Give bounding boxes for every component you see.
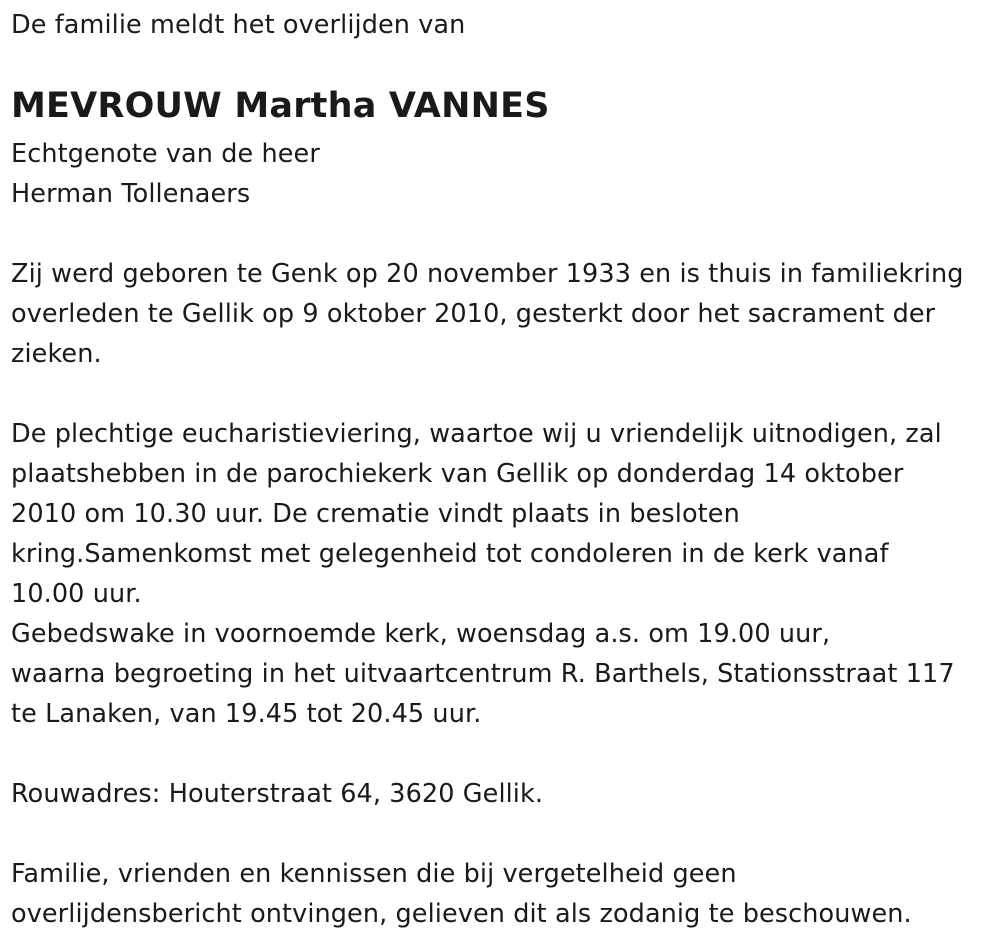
paragraph-line: te Lanaken, van 19.45 tot 20.45 uur. <box>11 699 482 729</box>
paragraph-line: overlijdensbericht ontvingen, gelieven dit als zodanig te beschouwen. <box>11 899 912 929</box>
closing-paragraph <box>11 854 912 934</box>
spouse-paragraph <box>11 134 320 214</box>
mourning-address: Rouwadres: Houterstraat 64, 3620 Gellik. <box>11 779 544 809</box>
paragraph-line: plaatshebben in de parochiekerk van Gellik op donderdag 14 oktober <box>11 459 904 489</box>
paragraph-line: De plechtige eucharistieviering, waartoe wij u vriendelijk uitnodigen, zal <box>11 419 942 449</box>
funeral-paragraph <box>11 414 955 734</box>
paragraph-line: zieken. <box>11 339 102 369</box>
spouse-name: Herman Tollenaers <box>11 179 251 209</box>
paragraph-line: waarna begroeting in het uitvaartcentrum R. Barthels, Stationsstraat 117 <box>11 659 955 689</box>
paragraph-line: 2010 om 10.30 uur. De crematie vindt plaats in besloten <box>11 499 740 529</box>
paragraph-line: kring.Samenkomst met gelegenheid tot condoleren in de kerk vanaf <box>11 539 889 569</box>
paragraph-line: 10.00 uur. <box>11 579 142 609</box>
paragraph-line: Gebedswake in voornoemde kerk, woensdag a.s. om 19.00 uur, <box>11 619 831 649</box>
spouse-line: Echtgenote van de heer <box>11 139 320 169</box>
intro-text: De familie meldt het overlijden van <box>11 10 466 40</box>
birth-death-paragraph <box>11 254 964 374</box>
paragraph-line: Familie, vrienden en kennissen die bij vergetelheid geen <box>11 859 737 889</box>
paragraph-line: overleden te Gellik op 9 oktober 2010, gesterkt door het sacrament der <box>11 299 936 329</box>
deceased-name: MEVROUW Martha VANNES <box>11 86 550 126</box>
paragraph-line: Zij werd geboren te Genk op 20 november 1933 en is thuis in familiekring <box>11 259 964 289</box>
